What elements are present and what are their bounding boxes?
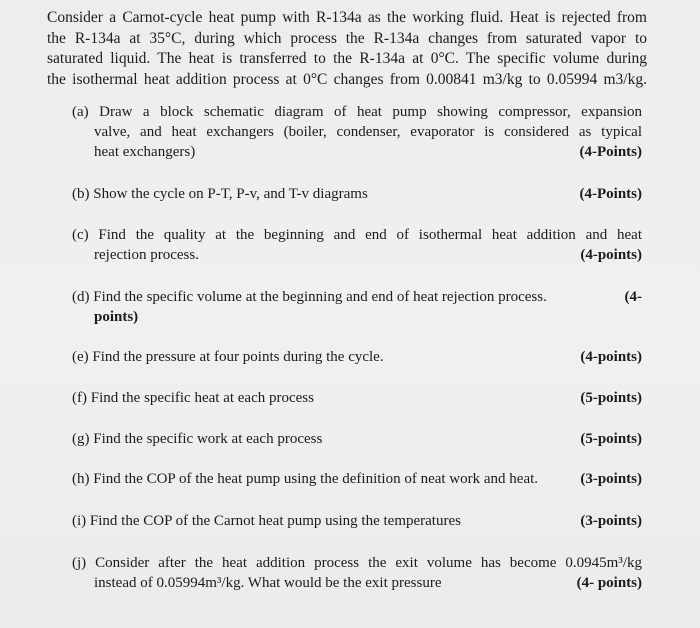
question-d-points-end: points)	[94, 309, 139, 325]
question-g-text: (g) Find the specific work at each process	[72, 431, 323, 447]
question-d	[72, 287, 642, 327]
question-a-points: (4-Points)	[579, 144, 642, 160]
question-c-line-2: rejection process.	[94, 247, 199, 263]
intro-line-1: Consider a Carnot-cycle heat pump with R-134a as the working fluid. Heat is rejected from	[47, 9, 647, 26]
question-d-line-1: (d) Find the specific volume at the beginning and end of heat rejection process.	[72, 289, 547, 305]
question-j-points: (4- points)	[576, 575, 642, 591]
question-g	[72, 429, 642, 449]
problem-statement	[47, 8, 647, 90]
question-h-text: (h) Find the COP of the heat pump using the definition of neat work and heat.	[72, 471, 539, 487]
question-j	[72, 553, 642, 593]
question-a-line-2: valve, and heat exchangers (boiler, condenser, evaporator is considered as typical	[94, 124, 642, 140]
question-b-text: (b) Show the cycle on P-T, P-v, and T-v diagrams	[72, 186, 368, 202]
question-b	[72, 184, 642, 204]
question-c	[72, 225, 642, 265]
question-c-points: (4-points)	[580, 247, 642, 263]
question-a-line-1: (a) Draw a block schematic diagram of heat pump showing compressor, expansion	[72, 104, 642, 120]
intro-line-3: saturated liquid. The heat is transferred to the R-134a at 0°C. The specific volume during	[47, 50, 647, 68]
intro-line-2: the R-134a at 35°C, during which process the R-134a changes from saturated vapor to	[47, 29, 647, 47]
question-e-text: (e) Find the pressure at four points during the cycle.	[72, 349, 384, 365]
question-j-line-2: instead of 0.05994m³/kg. What would be the exit pressure	[94, 575, 442, 591]
question-c-line-1: (c) Find the quality at the beginning and end of isothermal heat addition and heat	[72, 227, 642, 243]
question-h-points: (3-points)	[580, 471, 642, 487]
question-j-line-1: (j) Consider after the heat addition process the exit volume has become 0.0945m³/kg	[72, 555, 642, 571]
question-a-line-3: heat exchangers)	[94, 144, 196, 160]
question-i-text: (i) Find the COP of the Carnot heat pump using the temperatures	[72, 513, 461, 529]
question-g-points: (5-points)	[580, 431, 642, 447]
question-e-points: (4-points)	[580, 349, 642, 365]
question-e	[72, 347, 642, 367]
question-f	[72, 388, 642, 408]
question-d-points-start: (4-	[624, 289, 642, 305]
question-f-text: (f) Find the specific heat at each process	[72, 390, 314, 406]
question-i	[72, 511, 642, 531]
question-h	[72, 469, 642, 489]
question-f-points: (5-points)	[580, 390, 642, 406]
intro-line-4: the isothermal heat addition process at 0°C changes from 0.00841 m3/kg to 0.05994 m3/kg.	[47, 70, 647, 88]
question-i-points: (3-points)	[580, 513, 642, 529]
question-b-points: (4-Points)	[579, 186, 642, 202]
question-a	[72, 102, 642, 162]
